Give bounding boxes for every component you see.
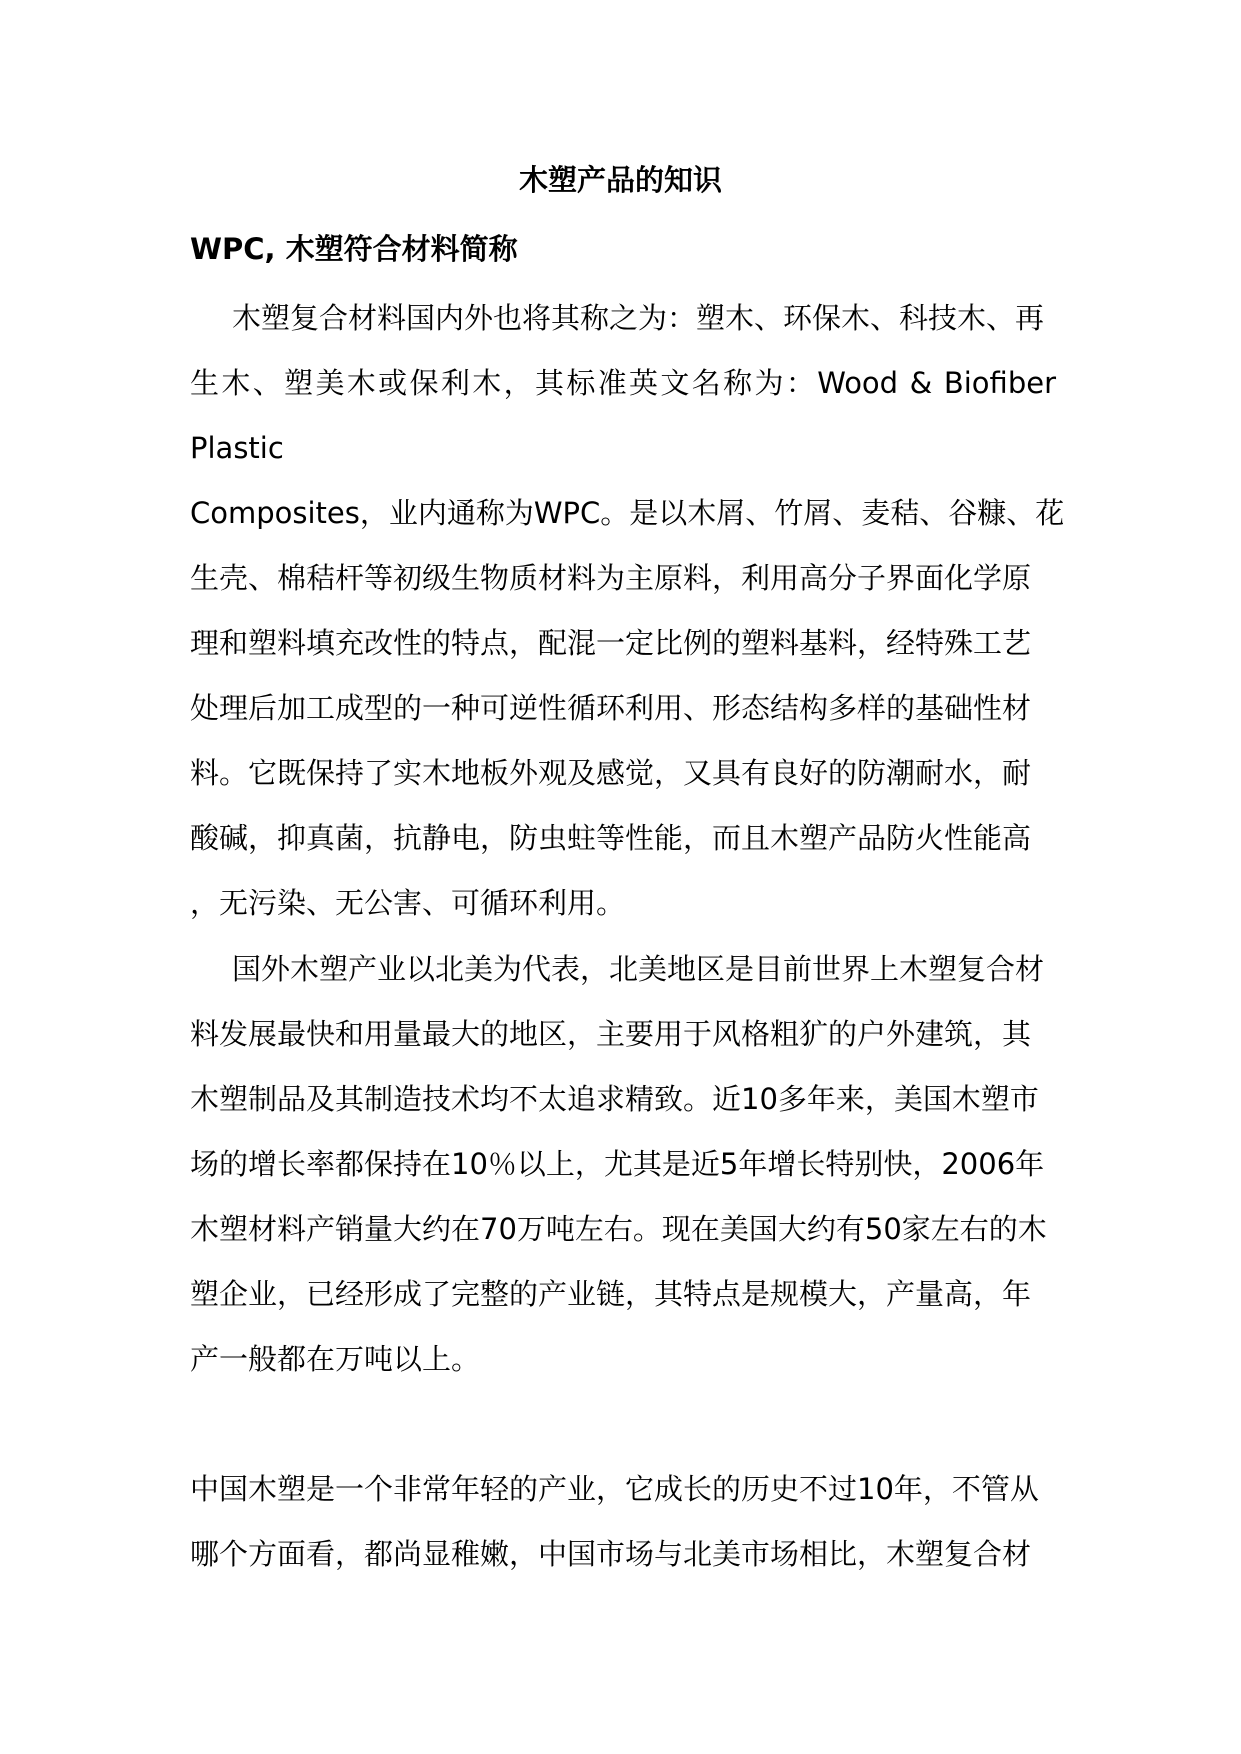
paragraph-line: ，无污染、无公害、可循环利用。 <box>190 886 626 920</box>
paragraph-line: 木塑制品及其制造技术均不太追求精致。近10多年来，美国木塑市 <box>190 1082 1039 1116</box>
paragraph-line: 木塑材料产销量大约在70万吨左右。现在美国大约有50家左右的木 <box>190 1212 1047 1246</box>
paragraph-line: 生壳、棉秸杆等初级生物质材料为主原料，利用高分子界面化学原 <box>190 561 1032 595</box>
document-title: 木塑产品的知识 <box>518 163 722 197</box>
paragraph-line: 中国木塑是一个非常年轻的产业，它成长的历史不过10年，不管从 <box>190 1472 1039 1506</box>
paragraph-line: 理和塑料填充改性的特点，配混一定比例的塑料基料，经特殊工艺 <box>190 626 1032 660</box>
paragraph-line: 处理后加工成型的一种可逆性循环利用、形态结构多样的基础性材 <box>190 691 1032 725</box>
paragraph-line: Composites，业内通称为WPC。是以木屑、竹屑、麦秸、谷糠、花 <box>190 496 1065 530</box>
paragraph-line: 产一般都在万吨以上。 <box>190 1342 481 1376</box>
paragraph-line: 木塑复合材料国内外也将其称之为：塑木、环保木、科技木、再 <box>232 301 1045 335</box>
paragraph-line: 国外木塑产业以北美为代表，北美地区是目前世界上木塑复合材 <box>232 952 1045 986</box>
paragraph-line: Plastic <box>190 431 284 465</box>
section-heading: WPC, 木塑符合材料简称 <box>190 232 518 266</box>
paragraph-line: 场的增长率都保持在10％以上，尤其是近5年增长特别快，2006年 <box>190 1147 1045 1181</box>
paragraph-line: 生木、塑美木或保利木，其标准英文名称为：Wood & Biofiber <box>190 366 1056 400</box>
paragraph-line: 料。它既保持了实木地板外观及感觉，又具有良好的防潮耐水，耐 <box>190 756 1032 790</box>
paragraph-line: 哪个方面看，都尚显稚嫩，中国市场与北美市场相比，木塑复合材 <box>190 1537 1032 1571</box>
paragraph-line: 酸碱，抑真菌，抗静电，防虫蛀等性能，而且木塑产品防火性能高 <box>190 821 1032 855</box>
paragraph-line: 塑企业，已经形成了完整的产业链，其特点是规模大，产量高，年 <box>190 1277 1032 1311</box>
paragraph-line: 料发展最快和用量最大的地区，主要用于风格粗犷的户外建筑，其 <box>190 1017 1032 1051</box>
